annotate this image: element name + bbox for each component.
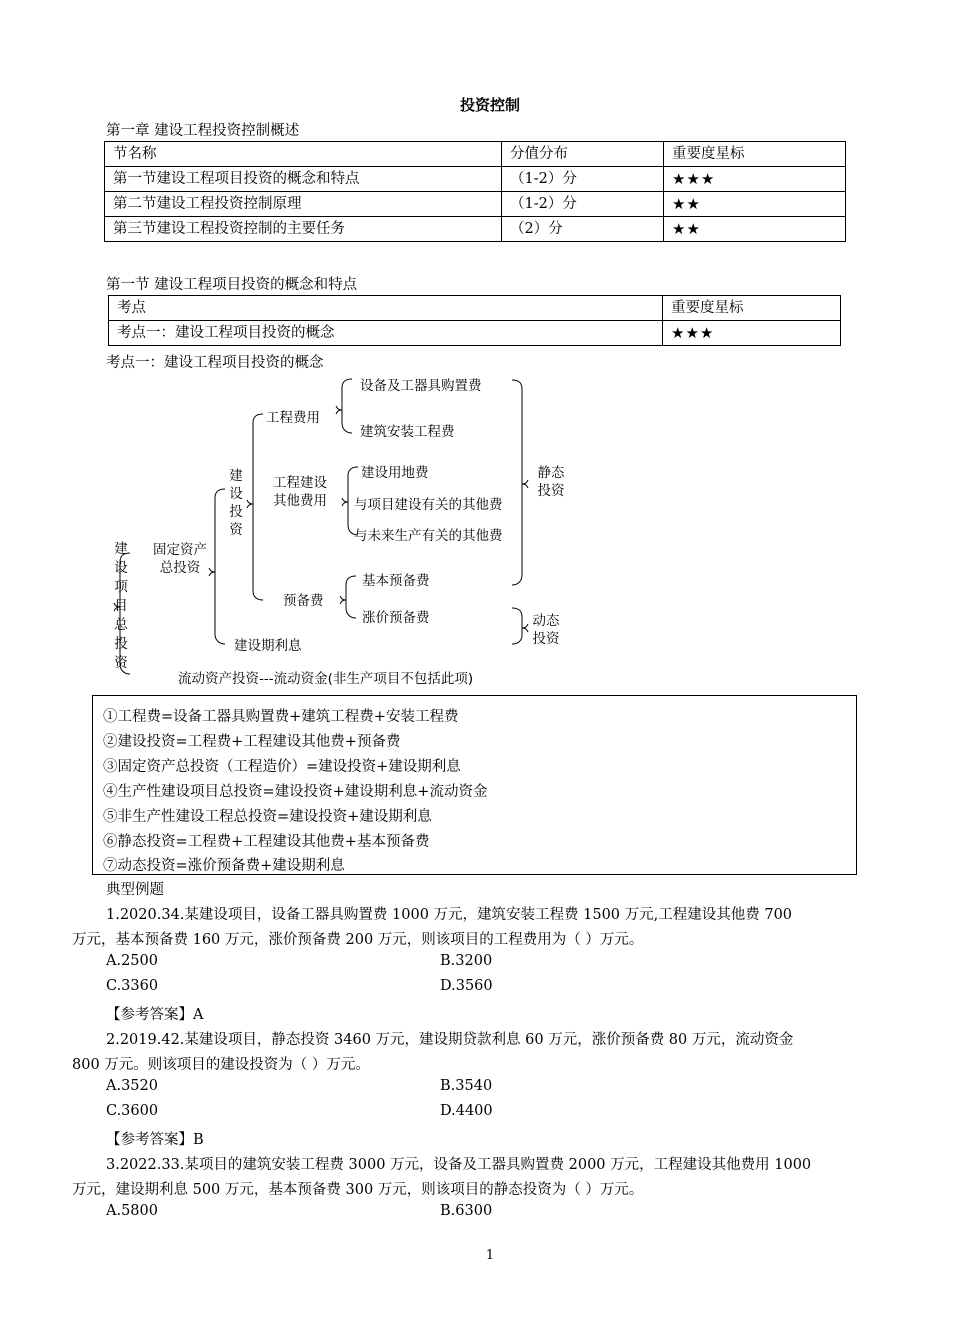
section-heading: 第一节 建设工程项目投资的概念和特点 [106,277,358,293]
other-costs-label: 工程建设其他费用 [273,475,327,509]
table-cell: （1-2）分 [502,192,664,217]
table-row [109,321,841,346]
land-label: 建设用地费 [361,465,429,481]
table-header-row [109,296,841,321]
question-2-option-d: D.4400 [440,1103,493,1119]
root-char: 资 [114,655,128,671]
table-cell: （2）分 [502,217,664,242]
table-header-cell: 节名称 [105,142,502,167]
table-cell: 第二节建设工程投资控制原理 [105,192,502,217]
importance-stars: ★★ [664,192,846,217]
static-brace [512,380,528,585]
fixed-assets-label: 固定资产总投资 [153,542,207,576]
question-1-option-b: B.3200 [440,953,493,969]
table-cell: 第一节建设工程项目投资的概念和特点 [105,167,502,192]
question-2-option-a: A.3520 [106,1078,158,1094]
reserve-brace [340,576,356,618]
engineering-brace [336,379,352,433]
chapter-table [104,141,846,242]
table-header-cell: 分值分布 [502,142,664,167]
dynamic-investment-label: 动态投资 [532,613,560,647]
static-investment-label: 静态投资 [537,465,565,499]
interest-label: 建设期利息 [234,638,302,654]
table-row [105,192,846,217]
formula-box [92,695,857,875]
formula-line: ②建设投资=工程费+工程建设其他费+预备费 [103,734,401,750]
working-capital-label: 流动资产投资---流动资金(非生产项目不包括此项) [178,671,474,687]
formula-line: ③固定资产总投资（工程造价）=建设投资+建设期利息 [103,759,461,775]
question-2-text-cont: 800 万元。则该项目的建设投资为（ ）万元。 [72,1057,370,1073]
installation-label: 建筑安装工程费 [360,424,455,440]
question-2-answer: 【参考答案】B [106,1132,204,1148]
formula-line: ⑥静态投资=工程费+工程建设其他费+基本预备费 [103,834,430,850]
root-char: 项 [114,579,128,595]
construction-investment-label: 建设投资 [229,468,243,538]
point-heading: 考点一：建设工程项目投资的概念 [106,355,324,371]
page-title: 投资控制 [459,96,520,114]
importance-stars: ★★ [664,217,846,242]
project-other-label: 与项目建设有关的其他费 [354,497,503,513]
question-3-text-cont: 万元，建设期利息 500 万元，基本预备费 300 万元，则该项目的静态投资为（ ）万元。 [72,1182,644,1198]
reserve-label: 预备费 [283,593,324,609]
fixed-brace [209,489,225,644]
question-1-option-d: D.3560 [440,978,493,994]
root-char: 投 [114,636,128,652]
formula-line: ①工程费=设备工器具购置费+建筑工程费+安装工程费 [103,709,459,725]
table-row [105,167,846,192]
root-char: 设 [114,560,128,576]
chapter-heading: 第一章 建设工程投资控制概述 [106,123,300,139]
question-2-option-c: C.3600 [106,1103,159,1119]
question-2-text: 2.2019.42.某建设项目，静态投资 3460 万元，建设期贷款利息 60 万元，涨价预备费 80 万元，流动资金 [106,1032,794,1048]
root-char: 总 [114,617,128,633]
table-row [105,217,846,242]
question-1-answer: 【参考答案】A [106,1007,204,1023]
question-1-text: 1.2020.34.某建设项目，设备工器具购置费 1000 万元，建筑安装工程费 1500 万元,工程建设其他费 700 [106,907,793,923]
formula-line: ⑤非生产性建设工程总投资=建设投资+建设期利息 [103,809,432,825]
page-number: 1 [485,1248,495,1263]
question-3-option-a: A.5800 [106,1203,158,1219]
table-cell: 考点一：建设工程项目投资的概念 [109,321,663,346]
root-char: 建 [114,541,128,557]
question-1-text-cont: 万元，基本预备费 160 万元，涨价预备费 200 万元，则该项目的工程费用为（ ）万元。 [72,932,644,948]
question-3-text: 3.2022.33.某项目的建筑安装工程费 3000 万元，设备及工器具购置费 2000 万元，工程建设其他费用 1000 [106,1157,812,1173]
table-cell: 第三节建设工程投资控制的主要任务 [105,217,502,242]
formula-line: ⑦动态投资=涨价预备费+建设期利息 [103,858,345,874]
question-2-option-b: B.3540 [440,1078,493,1094]
investment-structure-diagram [100,372,565,692]
examples-heading: 典型例题 [106,882,164,898]
table-header-cell: 重要度星标 [663,296,841,321]
question-1-option-a: A.2500 [106,953,158,969]
dynamic-brace [512,608,528,644]
equipment-label: 设备及工器具购置费 [360,378,482,394]
importance-stars: ★★★ [664,167,846,192]
table-header-cell: 重要度星标 [664,142,846,167]
price-reserve-label: 涨价预备费 [362,610,430,626]
future-other-label: 与未来生产有关的其他费 [354,528,503,544]
table-header-row [105,142,846,167]
root-char: 目 [114,598,128,614]
engineering-cost-label: 工程费用 [266,410,320,426]
importance-stars: ★★★ [663,321,841,346]
root-label [114,540,128,671]
basic-reserve-label: 基本预备费 [362,573,430,589]
table-header-cell: 考点 [109,296,663,321]
formula-line: ④生产性建设项目总投资=建设投资+建设期利息+流动资金 [103,784,488,800]
construction-brace [247,414,263,600]
question-1-option-c: C.3360 [106,978,159,994]
question-3-option-b: B.6300 [440,1203,493,1219]
section-table [108,295,841,346]
table-cell: （1-2）分 [502,167,664,192]
